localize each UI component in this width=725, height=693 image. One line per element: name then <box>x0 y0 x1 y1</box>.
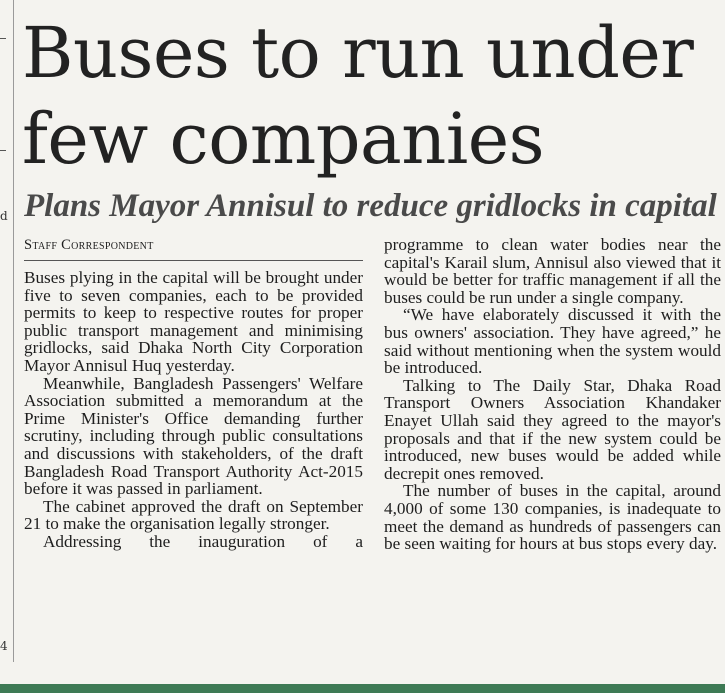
byline: Staff Correspondent <box>24 236 363 261</box>
gutter-letter: 4 <box>0 639 8 653</box>
article-paragraph: The cabinet approved the draft on September 21 to make the organisation legally stronger. <box>24 496 363 534</box>
subheadline: Plans Mayor Annisul to reduce gridlocks in capital <box>24 188 717 224</box>
page-footer-bar <box>0 684 725 693</box>
article-paragraph: Buses plying in the capital will be brought under five to seven companies, each to be provided permits to keep to respective routes for proper public transport management and minimising gridlocks, said Dhaka North City Corporation Mayor Annisul Huq yesterday. <box>24 268 363 375</box>
gutter-letter: d <box>0 209 8 223</box>
column-divider <box>13 0 14 662</box>
gutter-tick <box>0 38 6 39</box>
article-paragraph: programme to clean water bodies near the capital's Karail slum, Annisul also viewed that it would be better for traffic management if all the buses could be run under a single company. <box>384 235 721 307</box>
article-column-left <box>24 236 363 551</box>
article-paragraph: The number of buses in the capital, around 4,000 of some 130 companies, is inadequate to meet the demand as hundreds of passengers can be seen waiting for hours at bus stops every day. <box>384 481 721 554</box>
headline: Buses to run under few companies <box>22 12 694 180</box>
article-paragraph: Addressing the inauguration of a <box>43 531 363 551</box>
article-column-right <box>384 236 721 553</box>
article-paragraph: “We have elaborately discussed it with the bus owners' association. They have agreed,” he said without mentioning when the system would be introduced. <box>384 305 721 378</box>
gutter-tick <box>0 150 6 151</box>
article-paragraph: Meanwhile, Bangladesh Passengers' Welfare Association submitted a memorandum at the Prime Minister's Office demanding further scrutiny, including through public consultations and discussions with stakeholders, of the draft Bangladesh Road Transport Authority Act-2015 before it was passed in parliament. <box>24 373 363 499</box>
article-paragraph: Talking to The Daily Star, Dhaka Road Transport Owners Association Khandaker Enayet Ullah said they agreed to the mayor's proposals and that if the new system could be introduced, new buses would be added while decrepit ones removed. <box>384 375 721 483</box>
